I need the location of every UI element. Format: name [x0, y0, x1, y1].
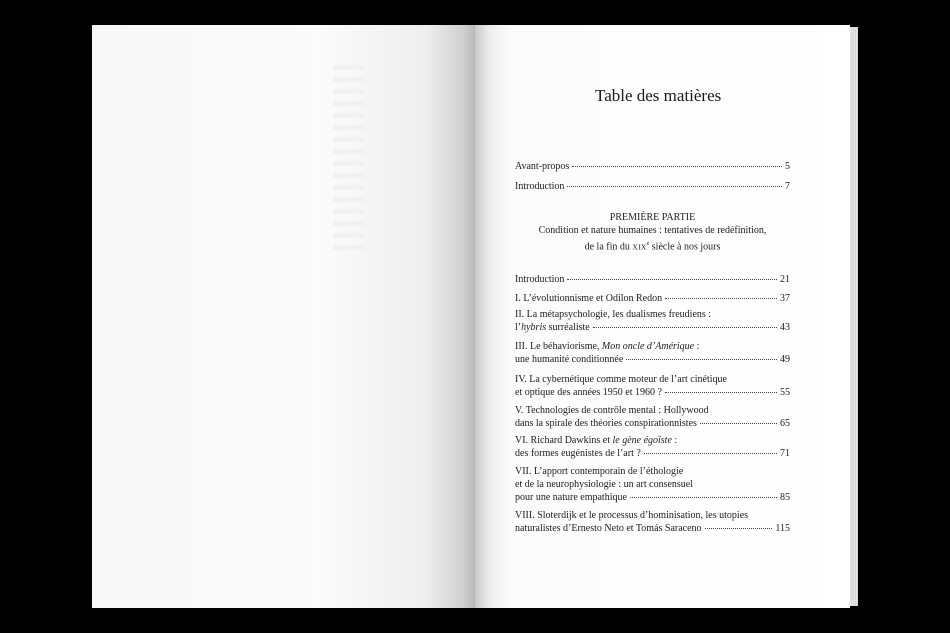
page-title: Table des matières: [595, 86, 722, 105]
part-subtitle-line2: de la fin du XIXe siècle à nos jours: [584, 241, 721, 253]
part-heading: PREMIÈRE PARTIE: [609, 212, 696, 223]
toc-entry-chapter-5: V. Technologies de contrôle mental : Hollywood dans la spirale des théories conspirationnistes 65: [515, 405, 790, 429]
toc-entry-chapter-6: VI. Richard Dawkins et le gène égoïste : des formes eugénistes de l’art ? 71: [515, 435, 790, 459]
page-edges: [850, 27, 858, 606]
toc-entry-part-introduction: Introduction 21: [515, 274, 790, 285]
toc-entry-avant-propos: Avant-propos 5: [515, 161, 790, 172]
toc-entry-introduction: Introduction 7: [515, 181, 790, 192]
show-through-text: [275, 60, 365, 257]
toc-entry-chapter-4: IV. La cybernétique comme moteur de l’art cinétique et optique des années 1950 et 1960 ? 55: [515, 374, 790, 398]
toc-entry-chapter-7: VII. L’apport contemporain de l’éthologie et de la neurophysiologie : un art consensuel pour une nature empathique 85: [515, 466, 790, 503]
toc-entry-chapter-2: II. La métapsychologie, les dualismes freudiens : l’hybris surréaliste 43: [515, 309, 790, 333]
toc-entry-chapter-3: III. Le béhaviorisme, Mon oncle d’Amérique : une humanité conditionnée 49: [515, 341, 790, 365]
part-subtitle-line1: Condition et nature humaines : tentatives de redéfinition,: [538, 225, 767, 236]
toc-entry-chapter-8: VIII. Sloterdijk et le processus d’hominisation, les utopies naturalistes d’Ernesto Neto et Tomás Saraceno 115: [515, 510, 790, 534]
toc-entry-chapter-1: I. L’évolutionnisme et Odilon Redon 37: [515, 293, 790, 304]
